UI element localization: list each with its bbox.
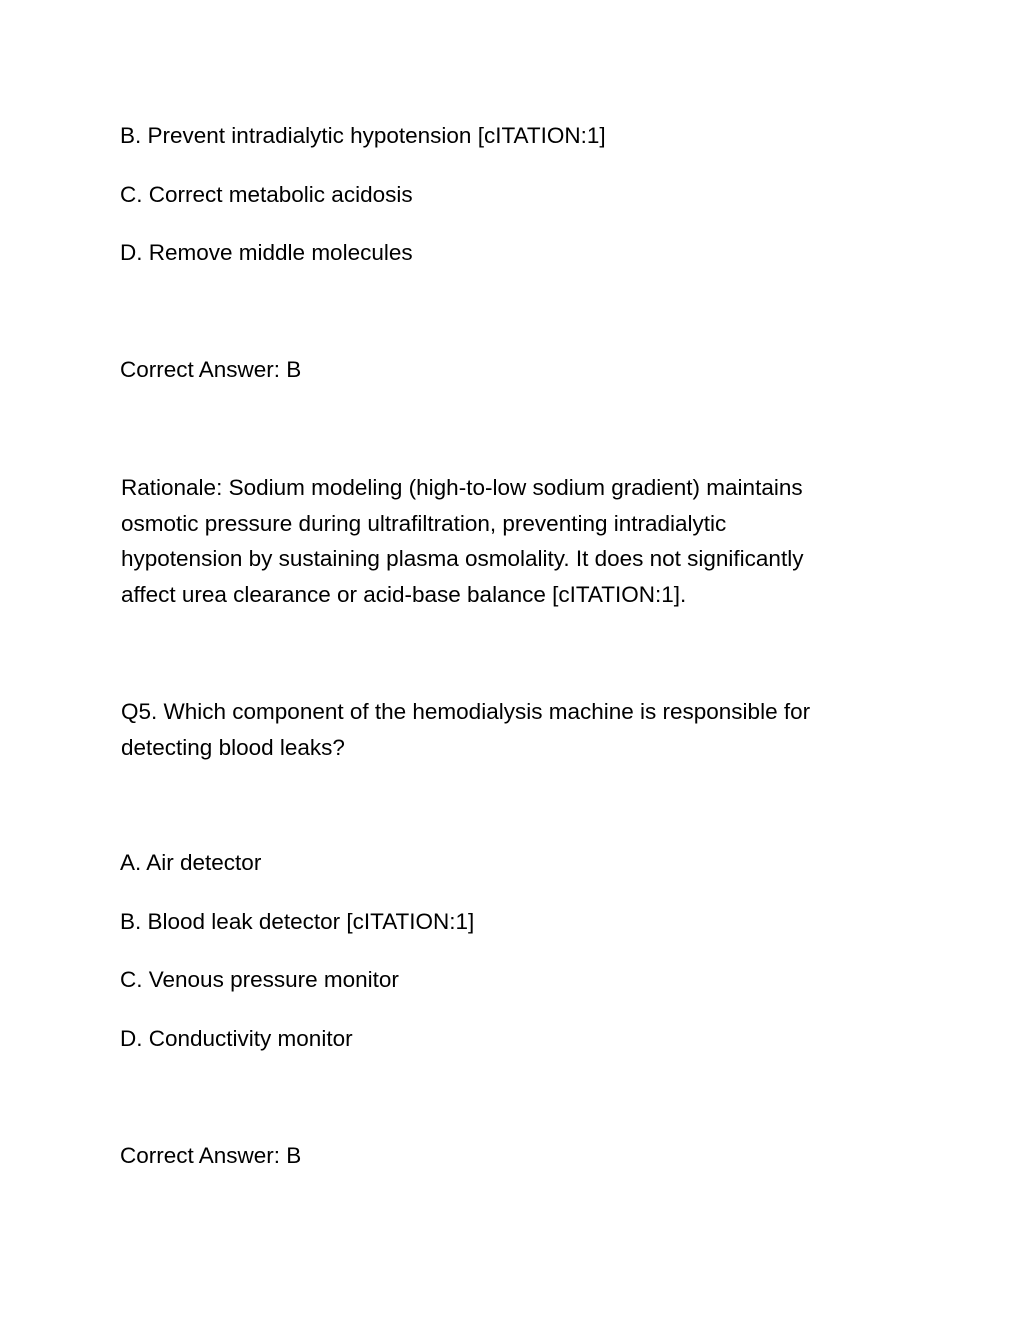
q4-option-d: D. Remove middle molecules: [120, 240, 413, 265]
rationale-line: affect urea clearance or acid-base balance [cITATION:1].: [121, 582, 687, 608]
question-line: detecting blood leaks?: [121, 734, 345, 760]
q4-option-c: C. Correct metabolic acidosis: [120, 182, 413, 207]
rationale-line: osmotic pressure during ultrafiltration, preventing intradialytic: [121, 510, 727, 536]
q5-question: [121, 694, 891, 765]
q5-option-c: C. Venous pressure monitor: [120, 967, 399, 992]
rationale-line: hypotension by sustaining plasma osmolality. It does not significantly: [121, 546, 804, 572]
q5-option-d: D. Conductivity monitor: [120, 1026, 353, 1051]
q4-rationale: [121, 470, 891, 613]
rationale-line: Rationale: Sodium modeling (high-to-low sodium gradient) maintains: [121, 475, 803, 500]
question-line: Q5. Which component of the hemodialysis machine is responsible for: [121, 699, 811, 724]
q5-correct-answer: Correct Answer: B: [120, 1143, 302, 1168]
q5-option-b: B. Blood leak detector [cITATION:1]: [120, 909, 475, 934]
q4-correct-answer: Correct Answer: B: [120, 357, 302, 382]
q5-option-a: A. Air detector: [120, 850, 262, 875]
q4-option-b: B. Prevent intradialytic hypotension [cITATION:1]: [120, 123, 606, 148]
